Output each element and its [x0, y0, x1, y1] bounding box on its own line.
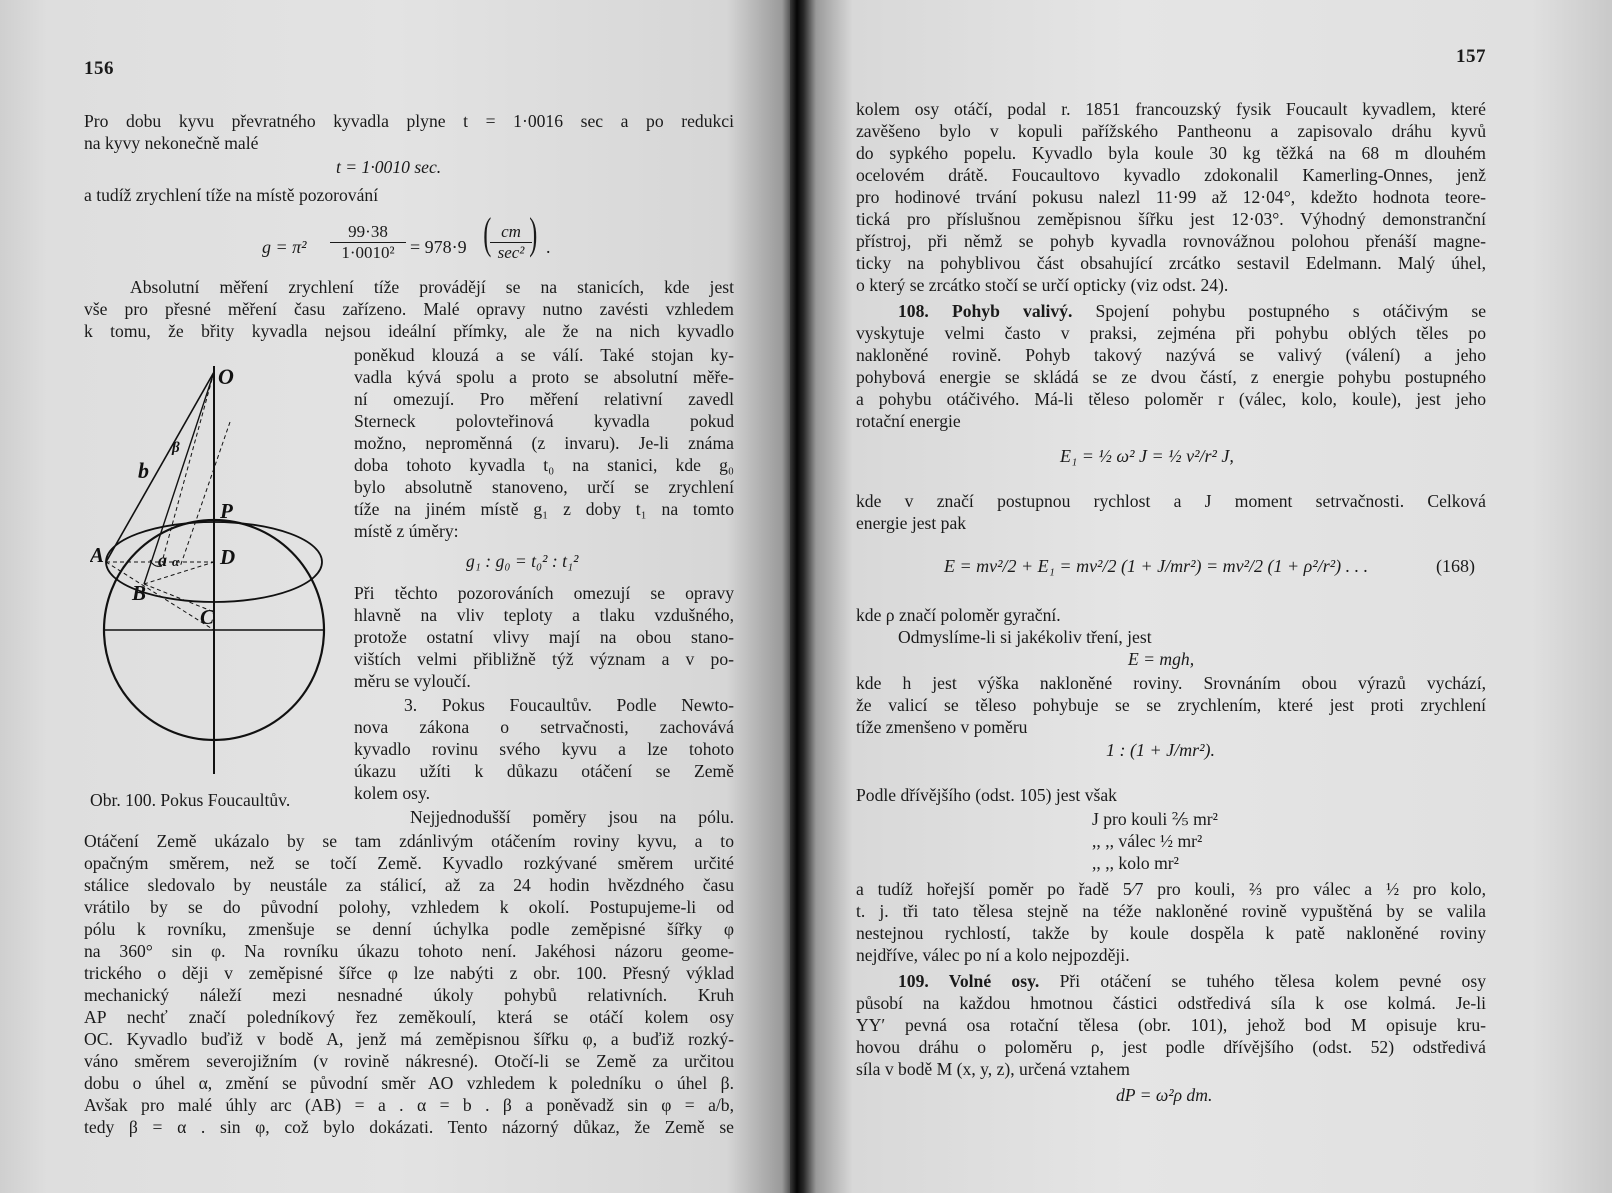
text-line: Při těchto pozorováních omezují se opravy	[354, 583, 734, 603]
text-line: ní omezují. Pro měření relativní zavedl	[354, 389, 734, 409]
equation-number: (168)	[1436, 556, 1475, 576]
equation-dP: dP = ω²ρ dm.	[1116, 1085, 1213, 1105]
text-line: Sterneck polovteřinová kyvadla pokud	[354, 411, 734, 431]
text-line: doba tohoto kyvadla t₀ na stanici, kde g₀	[354, 455, 734, 475]
label-A: A	[90, 543, 105, 567]
text-line: OC. Kyvadlo buďiž v bodě A, jenž má zeměpisnou šířku φ, a buďiž rozký-	[84, 1029, 734, 1049]
text-line: tedy β = α . sin φ, což bylo dokázati. Tento názorný důkaz, že Země se	[84, 1117, 734, 1137]
text-line: a tudíž hořejší poměr po řadě 5⁄7 pro kouli, ⅔ pro válec a ½ pro kolo,	[856, 879, 1486, 899]
text-line: ticky na pohyblivou část obsahující zrcátko sestavil Edelmann. Malý úhel,	[856, 253, 1486, 273]
text-line: Pro dobu kyvu převratného kyvadla plyne t = 1·0016 sec a po redukci	[84, 111, 734, 131]
text-line: Odmyslíme-li si jakékoliv tření, jest	[898, 627, 1152, 647]
text-line: o který se zrcátko stočí se určí opticky (viz odst. 24).	[856, 275, 1229, 295]
text-line: hovou dráhu o poloměru ρ, jest podle dřívějšího (odst. 52) odstředivá	[856, 1037, 1486, 1057]
text-line: možno, neproměnná (z invaru). Je-li známa	[354, 433, 734, 453]
text-line: ,, ,, válec ½ mr²	[1092, 831, 1203, 851]
text-line: váno směrem severojižním (v rovině nákresné). Otočí-li se Země za určitou	[84, 1051, 734, 1071]
text-line: působí na každou hmotnou částici odstředivá síla k ose kolmá. Je-li	[856, 993, 1486, 1013]
text-line: energie jest pak	[856, 513, 967, 533]
text-line: mechanický náleží mezi nesnadné úkoly pohybů relativních. Kruh	[84, 985, 734, 1005]
text-line: kyvadlo rovinu svého kyvu a lze tohoto	[354, 739, 734, 759]
section-heading-108: 108. Pohyb valivý. Spojení pohybu postupného s otáčivým se	[898, 301, 1486, 321]
foucault-figure	[90, 362, 350, 782]
text-line: nejdříve, válec po ní a kolo nejpozději.	[856, 945, 1130, 965]
label-alpha: α	[172, 554, 180, 569]
label-O: O	[218, 364, 234, 389]
text-line: t = 1·0010 sec.	[336, 157, 442, 177]
label-D: D	[220, 545, 236, 569]
label-beta: β	[172, 440, 180, 456]
section-heading-109: 109. Volné osy. Při otáčení se tuhého tělesa kolem pevné osy	[898, 971, 1486, 991]
text-line: Podle dřívějšího (odst. 105) jest však	[856, 785, 1117, 805]
text-line: Otáčení Země ukázalo by se tam zdánlivým otáčením roviny kyvu, a to	[84, 831, 734, 851]
text-line: pohybová energie se skládá se ze dvou částí, z energie pohybu postupného	[856, 367, 1486, 387]
text-line: místě z úměry:	[354, 521, 459, 541]
figure-caption: Obr. 100. Pokus Foucaultův.	[90, 790, 291, 810]
text-line: nova zákona o setrvačnosti, zachovává	[354, 717, 734, 737]
text-line: přístroj, při němž se pohyb kyvadla rovnovážnou polohou přenáší magne-	[856, 231, 1486, 251]
text-line: vyskytuje velmi často v praksi, zejména při pohybu oblých těles po	[856, 323, 1486, 343]
text-line: t. j. tři tato tělesa stejně na téže nakloněné rovině vypuštěná by se valila	[856, 901, 1486, 921]
text-line: YY′ pevná osa rotační tělesa (obr. 101), jehož bod M opisuje kru-	[856, 1015, 1486, 1035]
text-line: měru se vyloučí.	[354, 671, 471, 691]
text-line: AP nechť značí poledníkový řez zeměkoulí, která se otáčí kolem osy	[84, 1007, 734, 1027]
text-line: nestejnou rychlostí, takže by koule dospěla k patě nakloněné roviny	[856, 923, 1486, 943]
label-C: C	[200, 605, 215, 629]
text-line: ocelovém drátě. Foucaultovo kyvadlo zdokonalil Kamerling-Onnes, jenž	[856, 165, 1486, 185]
text-line: vše pro přesné měření času zařízeno. Malé opravy nutno zavésti vzhledem	[84, 299, 734, 319]
text-line: dobu o úhel α, změní se původní směr AO vzhledem k poledníku o úhel β.	[84, 1073, 734, 1093]
text-line: zavěšeno bylo v kopuli pařížského Pantheonu a zapisovalo dráhu kyvů	[856, 121, 1486, 141]
text-line: rotační energie	[856, 411, 961, 431]
text-line: a tudíž zrychlení tíže na místě pozorování	[84, 185, 379, 205]
page-number: 157	[1456, 46, 1486, 67]
equation-mgh: E = mgh,	[1128, 649, 1195, 669]
text-line: úkazu užíti k důkazu otáčení se Země	[354, 761, 734, 781]
text-line: tická pro příslušnou zeměpisnou šířku jest 12·03°. Výhodný demonstranční	[856, 209, 1486, 229]
text-line: Nejjednodušší poměry jsou na pólu.	[410, 807, 734, 827]
text-line: 3. Pokus Foucaultův. Podle Newto-	[404, 695, 734, 715]
text-line: protože ostatní vlivy mají na obou stano-	[354, 627, 734, 647]
page-number: 156	[84, 58, 114, 79]
equation-ratio: 1 : (1 + J/mr²).	[1106, 740, 1216, 760]
text-line: poněkud klouzá a se válí. Také stojan ky-	[354, 345, 734, 365]
text-line: že valicí se těleso pohybuje se se zrychlením, které jest proti zrychlení	[856, 695, 1486, 715]
text-line: bylo absolutně stanoveno, určí se zrychlení	[354, 477, 734, 497]
text-line: tíže na jiném místě g₁ z doby t₁ na tomto	[354, 499, 734, 519]
text-line: opačným směrem, než se točí Země. Kyvadlo rozkývané směrem určité	[84, 853, 734, 873]
equation-proportion: g₁ : g₀ = t₀² : t₁²	[466, 551, 579, 571]
left-page: 156 Pro dobu kyvu převratného kyvadla plyne t = 1·0016 sec a po redukci na kyvy nekonečně malé t = 1·0010 sec. a tudíž zrychlení tíže na místě pozorování g = π² $\frac{99\cdot 38}{\text{1·0010²}}$ = 978·9 ( cm sec² ) . Absolutní měření zrychlení tíže provádějí se na stanicích, kde jest vše pro přesné měření času zařízeno. Malé opravy nutno zavésti vzhledem k tomu, že břity kyvadla nejsou ideální přímky, ale že na nich kyvadlo poněkud klouzá a se válí. Také stojan ky- vadla kývá spolu a proto se absolutní měře- ní omezují. Pro měření relativní zavedl Sterneck polovteřinová kyvadla pokud možno, neproměnná (z invaru). Je-li známa doba tohoto kyvadla t₀ na stanici, kde g₀ bylo absolutně stanoveno, určí se zrychlení tíže na jiném místě g₁ z doby t₁ na tomto místě z úměry: g₁ : g₀ = t₀² : t₁² Při těchto pozorováních omezují se opravy hlavně na vliv teploty a tlaku vzdušného, protože ostatní vlivy mají na obou stano- vištích velmi přibližně týž význam a v po- měru se vyloučí. 3. Pokus Foucaultův. Podle Newto- nova zákona o setrvačnosti, zachovává kyvadlo rovinu svého kyvu a lze tohoto úkazu užíti k důkazu otáčení se Země kolem osy. Nejjednodušší poměry jsou na pólu. Obr. 100. Pokus Foucaultův. Otáčení Země ukázalo by se tam zdánlivým otáčením roviny kyvu, a to opačným směrem, než se točí Země. Kyvadlo rozkývané směrem určité stálice sledovalo by neustále za stálicí, až za 24 hodin hvězdného času vrátilo by se do původní polohy, vzhledem k okolí. Postupujeme-li od pólu k rovníku, zmenšuje se denní úchylka podle zeměpisné šířky φ na 360° sin φ. Na rovníku úkazu tohoto není. Jakéhosi názoru geome- trického o ději v zeměpisné šířce φ lze nabýti z obr. 100. Přesný výklad mechanický náleží mezi nesnadné úkoly pohybů relativních. Kruh AP nechť značí poledníkový řez zeměkoulí, která se otáčí kolem osy OC. Kyvadlo buďiž v bodě A, jenž má zeměpisnou šířku φ, a buďiž rozký- váno směrem severojižním (v rovině nákresné). Otočí-li se Země za určitou dobu o úhel α, změní se původní směr AO vzhledem k poledníku o úhel β. Avšak pro malé úhly arc (AB) = a . α = b . β a poněvadž sin φ = a/b, tedy β = α . sin φ, což bylo dokázati. Tento názorný důkaz, že Země se O b β P A a α D B C	[0, 0, 790, 1193]
text-line: na kyvy nekonečně malé	[84, 133, 259, 153]
label-B: B	[132, 581, 147, 605]
text-line: kolem osy.	[354, 783, 431, 803]
text-line: ,, ,, kolo mr²	[1092, 853, 1179, 873]
text-line: stálice sledovalo by neustále za stálicí, až za 24 hodin hvězdného času	[84, 875, 734, 895]
text-line: na 360° sin φ. Na rovníku úkazu tohoto není. Jakéhosi názoru geome-	[84, 941, 734, 961]
text-line: kde ρ značí poloměr gyrační.	[856, 605, 1061, 625]
text-line: tíže zmenšeno v poměru	[856, 717, 1028, 737]
text-line: kde v značí postupnou rychlost a J moment setrvačnosti. Celková	[856, 491, 1486, 511]
text-line: vištích velmi přibližně týž význam a v po-	[354, 649, 734, 669]
text-line: a pohybu otáčivého. Má-li těleso poloměr r (válec, kolo, koule), jest jeho	[856, 389, 1486, 409]
text-line: hlavně na vliv teploty a tlaku vzdušného,	[354, 605, 734, 625]
text-line: kolem osy otáčí, podal r. 1851 francouzský fysik Foucault kyvadlem, které	[856, 99, 1486, 119]
label-b: b	[138, 458, 149, 483]
label-P: P	[220, 499, 233, 523]
book-gutter	[790, 0, 804, 1193]
text-line: kde h jest výška nakloněné roviny. Srovnáním obou výrazů vychází,	[856, 673, 1486, 693]
text-line: vrátilo by se do původní polohy, vzhledem k okolí. Postupujeme-li od	[84, 897, 734, 917]
label-a: a	[158, 550, 167, 570]
text-line: Avšak pro malé úhly arc (AB) = a . α = b . β a poněvadž sin φ = a/b,	[84, 1095, 734, 1115]
text-line: k tomu, že břity kyvadla nejsou ideální přímky, ale že na nich kyvadlo	[84, 321, 734, 341]
text-line: síla v bodě M (x, y, z), určená vztahem	[856, 1059, 1130, 1079]
text-line: J pro kouli ⅖ mr²	[1092, 809, 1218, 829]
text-line: Absolutní měření zrychlení tíže provádějí se na stanicích, kde jest	[130, 277, 734, 297]
text-line: vadla kývá spolu a proto se absolutní měře-	[354, 367, 734, 387]
right-page	[804, 0, 1612, 1193]
text-line: do sypkého popelu. Kyvadlo byla koule 30 kg těžká na 68 m dlouhém	[856, 143, 1486, 163]
text-line: pólu k rovníku, zmenšuje se denní úchylka podle zeměpisné šířky φ	[84, 919, 734, 939]
text-line: pro hodinové trvání pokusu nalezl 11·99 až 12·04°, kdežto hodnota teore-	[856, 187, 1486, 207]
text-line: nakloněné rovině. Pohyb takový nazývá se valivý (válení) a jeho	[856, 345, 1486, 365]
equation-E1: E₁ = ½ ω² J = ½ v²/r² J,	[1060, 446, 1234, 466]
text-line: trického o ději v zeměpisné šířce φ lze nabýti z obr. 100. Přesný výklad	[84, 963, 734, 983]
equation-168: E = mv²/2 + E₁ = mv²/2 (1 + J/mr²) = mv²/2 (1 + ρ²/r²) . . .	[944, 556, 1369, 576]
